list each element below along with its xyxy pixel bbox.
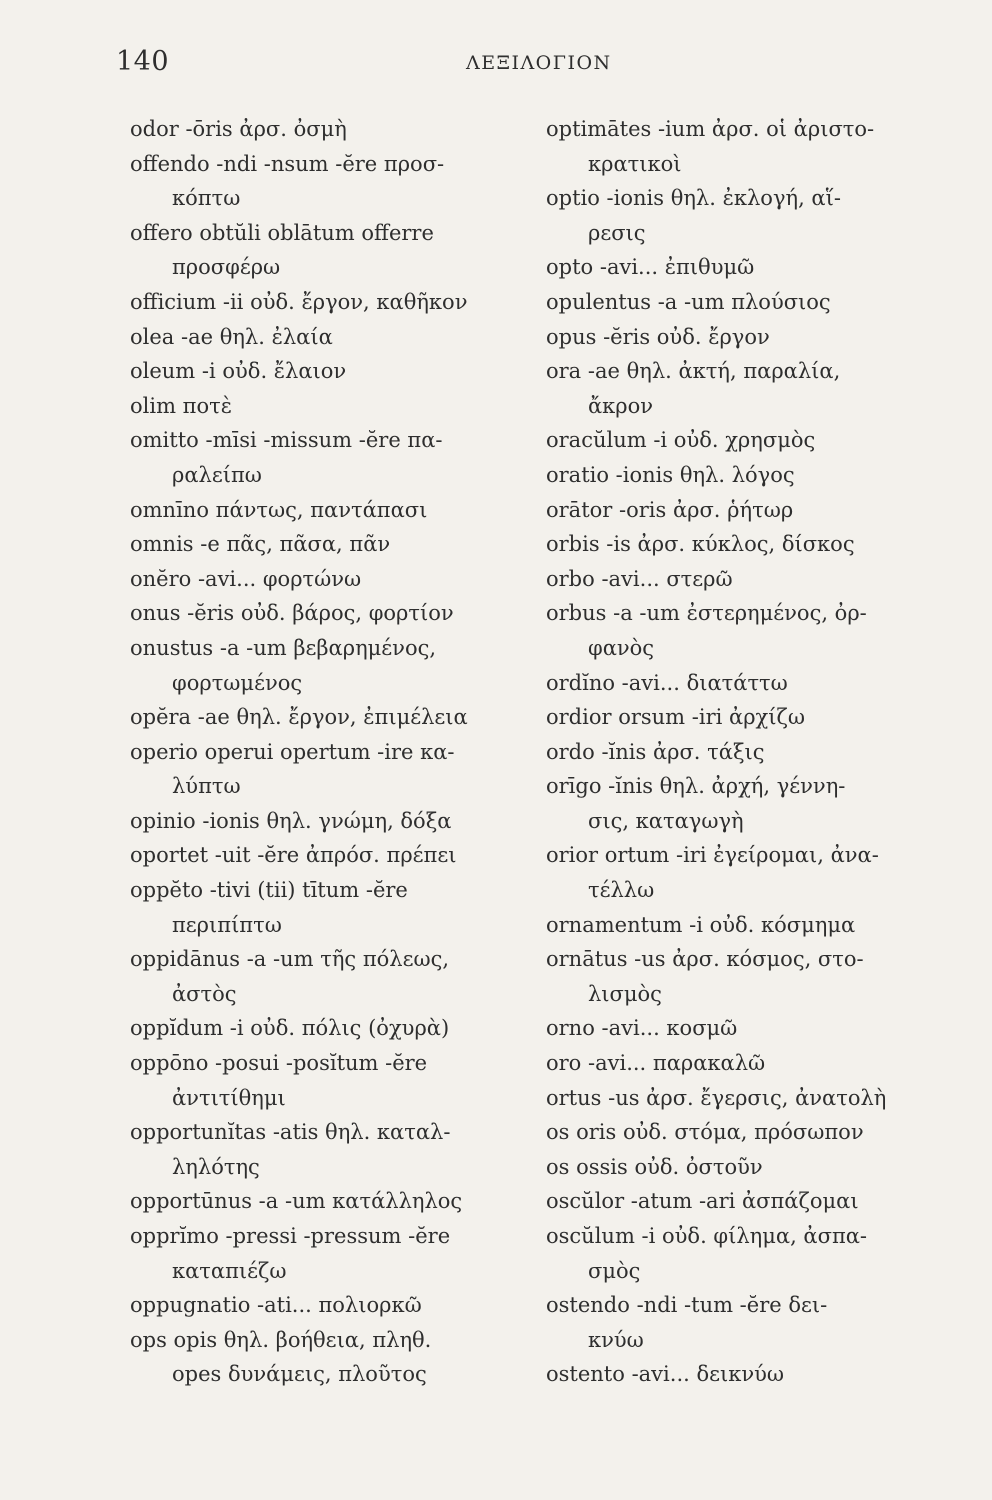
entry-continuation-line: περιπίπτω (172, 912, 282, 937)
entry-continuation-line: opes δυνάμεις, πλοῦτος (172, 1362, 427, 1387)
right-column (546, 112, 956, 1392)
dictionary-entry-line: opulentus -a -um πλούσιος (546, 289, 831, 314)
dictionary-entry-line: orno -avi... κοσμῶ (546, 1016, 738, 1041)
dictionary-entry-line: onus -ĕris οὐδ. βάρος, φορτίον (130, 601, 454, 626)
entry-continuation-line: λύπτω (172, 774, 241, 799)
dictionary-entry-line: omnis -e πᾶς, πᾶσα, πᾶν (130, 532, 391, 557)
dictionary-entry-line: oratio -ionis θηλ. λόγος (546, 462, 795, 487)
entry-continuation-line: ἀστὸς (172, 981, 237, 1006)
entry-continuation-line: κνύω (588, 1327, 644, 1352)
entry-continuation-line: τέλλω (588, 878, 655, 903)
dictionary-entry-line: oracŭlum -i οὐδ. χρησμὸς (546, 428, 816, 453)
dictionary-entry-line: opinio -ionis θηλ. γνώμη, δόξα (130, 808, 452, 833)
dictionary-entry-line: ordo -ĭnis ἀρσ. τάξις (546, 739, 765, 764)
dictionary-entry-line: os oris οὐδ. στόμα, πρόσωπον (546, 1120, 864, 1145)
page-number: 140 (116, 46, 170, 77)
dictionary-entry-line: ortus -us ἀρσ. ἔγερσις, ἀνατολὴ (546, 1085, 887, 1110)
dictionary-entry-line: ordior orsum -iri ἀρχίζω (546, 705, 806, 730)
dictionary-entry-line: ornātus -us ἀρσ. κόσμος, στο- (546, 947, 864, 972)
dictionary-entry-line: orātor -oris ἀρσ. ῥήτωρ (546, 497, 794, 522)
dictionary-entry-line: omitto -mīsi -missum -ĕre πα- (130, 428, 443, 453)
dictionary-entry-line: opportunĭtas -atis θηλ. καταλ- (130, 1120, 451, 1145)
dictionary-entry-line: opĕra -ae θηλ. ἔργον, ἐπιμέλεια (130, 705, 468, 730)
dictionary-entry-line: opprĭmo -pressi -pressum -ĕre (130, 1224, 451, 1248)
dictionary-entry-line: ordĭno -avi... διατάττω (546, 670, 788, 695)
entry-continuation-line: σμὸς (588, 1258, 641, 1283)
entry-continuation-line: προσφέρω (172, 255, 281, 280)
entry-continuation-line: ἄκρον (588, 393, 654, 418)
dictionary-entry-line: oppĕto -tivi (tii) tītum -ĕre (130, 878, 408, 903)
dictionary-entry-line: orior ortum -iri ἐγείρομαι, ἀνα- (546, 843, 879, 868)
dictionary-entry-line: oppidānus -a -um τῆς πόλεως, (130, 947, 450, 972)
dictionary-entry-line: ostendo -ndi -tum -ĕre δει- (546, 1293, 828, 1318)
entry-continuation-line: κρατικοὶ (588, 151, 682, 176)
dictionary-entry-line: offendo -ndi -nsum -ĕre προσ- (130, 151, 445, 176)
dictionary-entry-line: odor -ōris ἀρσ. ὀσμὴ (130, 117, 347, 141)
dictionary-entry-line: opto -avi... ἐπιθυμῶ (546, 255, 755, 280)
dictionary-entry-line: os ossis οὐδ. ὀστοῦν (546, 1154, 763, 1179)
dictionary-entry-line: ornamentum -i οὐδ. κόσμημα (546, 912, 856, 937)
dictionary-entry-line: ora -ae θηλ. ἀκτή, παραλία, (546, 359, 841, 384)
dictionary-entry-line: orbis -is ἀρσ. κύκλος, δίσκος (546, 532, 855, 557)
left-column (130, 112, 540, 1392)
dictionary-entry-line: opus -ĕris οὐδ. ἔργον (546, 324, 770, 349)
dictionary-entry-line: oleum -i οὐδ. ἔλαιον (130, 359, 347, 384)
entry-continuation-line: λισμὸς (588, 981, 662, 1006)
dictionary-entry-line: onustus -a -um βεβαρημένος, (130, 635, 437, 660)
dictionary-entry-line: oppōno -posui -posĭtum -ĕre (130, 1051, 428, 1076)
dictionary-entry-line: oro -avi... παρακαλῶ (546, 1051, 766, 1076)
dictionary-entry-line: offero obtŭli oblātum offerre (130, 220, 434, 245)
entry-continuation-line: σις, καταγωγὴ (588, 808, 744, 833)
dictionary-entry-line: olea -ae θηλ. ἐλαία (130, 324, 333, 349)
dictionary-entry-line: optio -ionis θηλ. ἐκλογή, αἵ- (546, 186, 841, 211)
dictionary-entry-line: opportūnus -a -um κατάλληλος (130, 1189, 463, 1214)
entry-continuation-line: φορτωμένος (172, 670, 303, 695)
dictionary-entry-line: oscŭlor -atum -ari ἀσπάζομαι (546, 1189, 859, 1214)
dictionary-entry-line: oppĭdum -i οὐδ. πόλις (ὀχυρὰ) (130, 1016, 450, 1041)
dictionary-entry-line: onĕro -avi... φορτώνω (130, 566, 362, 591)
entry-continuation-line: ραλείπω (172, 462, 262, 487)
dictionary-entry-line: oppugnatio -ati... πολιορκῶ (130, 1293, 422, 1318)
dictionary-entry-line: orbus -a -um ἐστερημένος, ὀρ- (546, 601, 867, 626)
entry-continuation-line: ρεσις (588, 220, 646, 245)
dictionary-entry-line: officium -ii οὐδ. ἔργον, καθῆκον (130, 289, 468, 314)
entry-continuation-line: ληλότης (172, 1154, 260, 1179)
dictionary-entry-line: oportet -uit -ĕre ἀπρόσ. πρέπει (130, 843, 457, 868)
dictionary-entry-line: ostento -avi... δεικνύω (546, 1362, 785, 1387)
dictionary-entry-line: optimātes -ium ἀρσ. οἱ ἀριστο- (546, 117, 875, 141)
entry-continuation-line: φανὸς (588, 635, 655, 660)
dictionary-entry-line: orbo -avi... στερῶ (546, 566, 733, 591)
dictionary-entry-line: oscŭlum -i οὐδ. φίλημα, ἀσπα- (546, 1224, 868, 1248)
dictionary-entry-line: omnīno πάντως, παντάπασι (130, 497, 428, 522)
entry-continuation-line: καταπιέζω (172, 1258, 287, 1283)
entry-continuation-line: κόπτω (172, 186, 241, 211)
running-head-title: ΛΕΞΙΛΟΓΙΟΝ (466, 52, 612, 74)
dictionary-entry-line: olim ποτὲ (130, 393, 232, 418)
dictionary-entry-line: operio operui opertum -ire κα- (130, 739, 455, 764)
dictionary-entry-line: orīgo -ĭnis θηλ. ἀρχή, γέννη- (546, 774, 846, 799)
entry-continuation-line: ἀντιτίθημι (172, 1085, 286, 1110)
dictionary-entry-line: ops opis θηλ. βοήθεια, πληθ. (130, 1327, 432, 1352)
